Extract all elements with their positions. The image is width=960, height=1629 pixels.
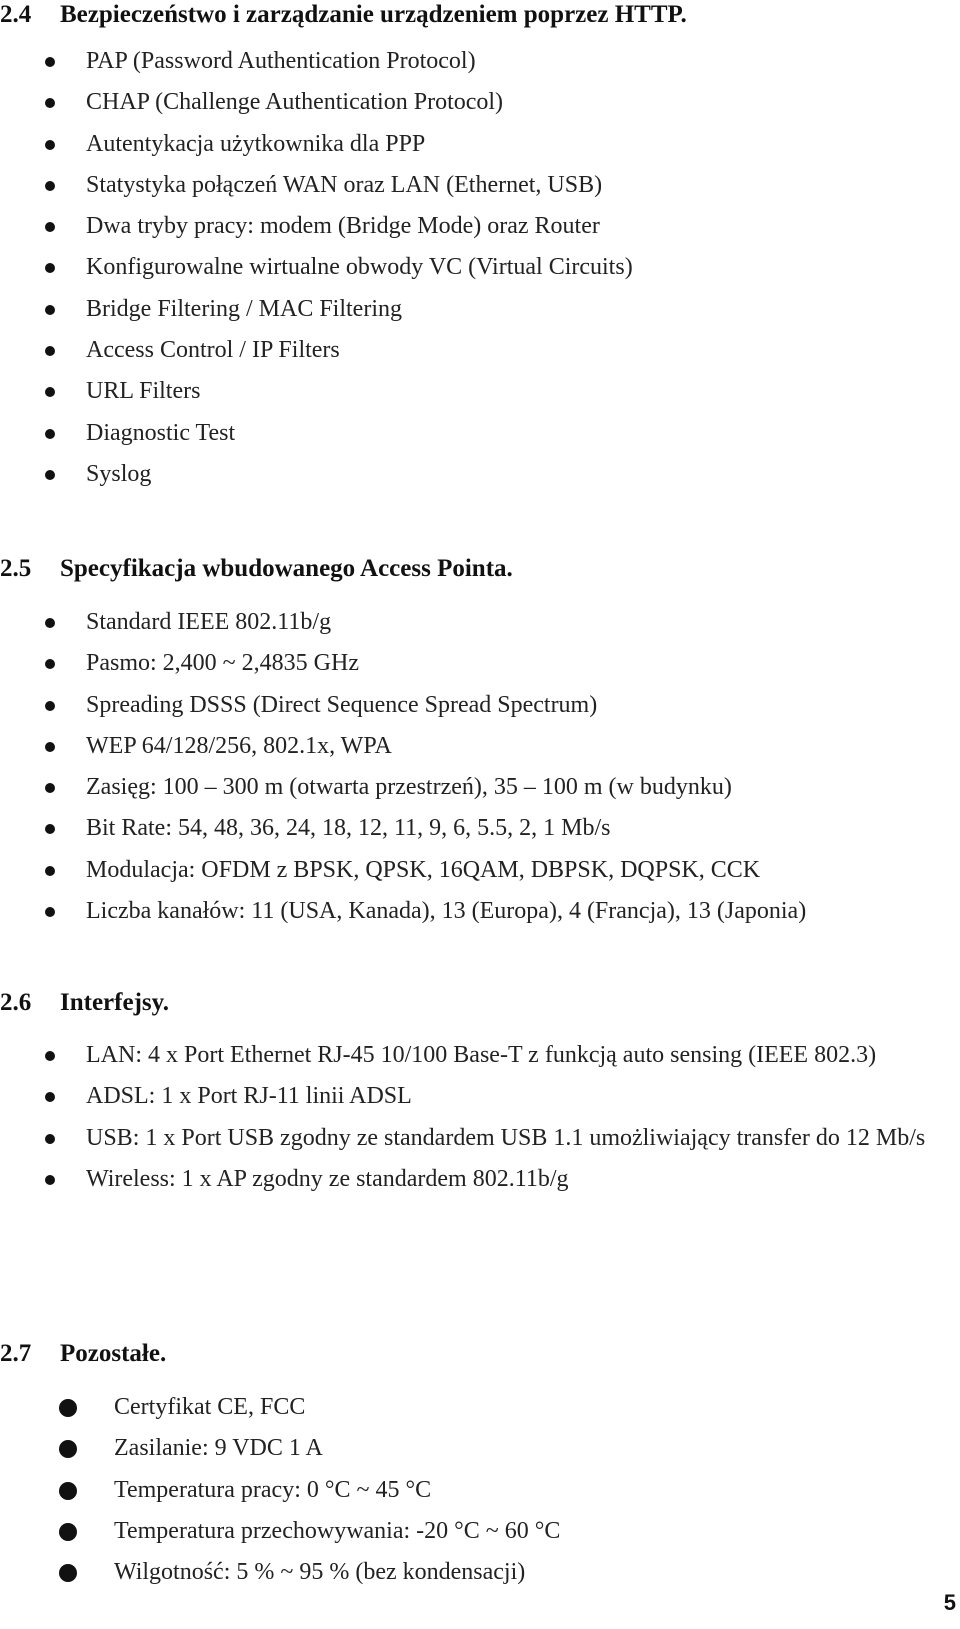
bullet-icon xyxy=(45,222,55,232)
bullet-icon xyxy=(45,429,55,439)
bullet-icon xyxy=(45,907,55,917)
bullet-icon xyxy=(45,140,55,150)
bullet-icon xyxy=(59,1564,77,1582)
bullet-icon xyxy=(45,387,55,397)
bullet-icon xyxy=(45,181,55,191)
list-item: Bridge Filtering / MAC Filtering xyxy=(0,289,633,330)
bullet-icon xyxy=(45,305,55,315)
list-item: URL Filters xyxy=(0,371,633,412)
list-item: Certyfikat CE, FCC xyxy=(0,1387,560,1428)
section-number: 2.4 xyxy=(0,1,32,28)
list-item: USB: 1 x Port USB zgodny ze standardem USB 1.1 umożliwiający transfer do 12 Mb/s xyxy=(0,1118,960,1159)
list-item: WEP 64/128/256, 802.1x, WPA xyxy=(0,726,806,767)
list-item: PAP (Password Authentication Protocol) xyxy=(0,41,633,82)
list-item: Liczba kanałów: 11 (USA, Kanada), 13 (Europa), 4 (Francja), 13 (Japonia) xyxy=(0,891,806,932)
bullet-icon xyxy=(45,742,55,752)
list-item: Statystyka połączeń WAN oraz LAN (Ethernet, USB) xyxy=(0,165,633,206)
bullet-icon xyxy=(45,701,55,711)
section-2-6-list xyxy=(0,1035,960,1200)
section-title: Pozostałe. xyxy=(60,1340,167,1367)
bullet-icon xyxy=(45,98,55,108)
bullet-icon xyxy=(45,1175,55,1185)
section-title: Bezpieczeństwo i zarządzanie urządzeniem poprzez HTTP. xyxy=(60,1,687,28)
bullet-icon xyxy=(45,1134,55,1144)
section-title: Interfejsy. xyxy=(60,989,169,1016)
bullet-icon xyxy=(45,1051,55,1061)
bullet-icon xyxy=(45,866,55,876)
bullet-icon xyxy=(59,1482,77,1500)
section-2-5-heading xyxy=(0,554,513,584)
list-item: Bit Rate: 54, 48, 36, 24, 18, 12, 11, 9, 6, 5.5, 2, 1 Mb/s xyxy=(0,808,806,849)
list-item: Pasmo: 2,400 ~ 2,4835 GHz xyxy=(0,643,806,684)
section-2-5-list xyxy=(0,602,806,932)
bullet-icon xyxy=(45,783,55,793)
bullet-icon xyxy=(59,1399,77,1417)
list-item: Zasilanie: 9 VDC 1 A xyxy=(0,1428,560,1469)
bullet-icon xyxy=(45,263,55,273)
bullet-icon xyxy=(45,57,55,67)
list-item: Wireless: 1 x AP zgodny ze standardem 802.11b/g xyxy=(0,1159,960,1200)
list-item: Modulacja: OFDM z BPSK, QPSK, 16QAM, DBPSK, DQPSK, CCK xyxy=(0,850,806,891)
section-number: 2.6 xyxy=(0,989,32,1016)
list-item: Wilgotność: 5 % ~ 95 % (bez kondensacji) xyxy=(0,1552,560,1593)
section-number: 2.7 xyxy=(0,1340,32,1367)
bullet-icon xyxy=(45,659,55,669)
page-number: 5 xyxy=(943,1590,956,1615)
list-item: Temperatura pracy: 0 °C ~ 45 °C xyxy=(0,1470,560,1511)
list-item: Dwa tryby pracy: modem (Bridge Mode) oraz Router xyxy=(0,206,633,247)
section-2-4-heading xyxy=(0,0,687,30)
bullet-icon xyxy=(45,470,55,480)
section-2-6-heading xyxy=(0,988,169,1018)
section-2-7-list xyxy=(0,1387,560,1593)
list-item: Diagnostic Test xyxy=(0,413,633,454)
section-2-4-list xyxy=(0,41,633,495)
bullet-icon xyxy=(45,618,55,628)
list-item: LAN: 4 x Port Ethernet RJ-45 10/100 Base-T z funkcją auto sensing (IEEE 802.3) xyxy=(0,1035,960,1076)
bullet-icon xyxy=(45,346,55,356)
list-item: Temperatura przechowywania: -20 °C ~ 60 °C xyxy=(0,1511,560,1552)
bullet-icon xyxy=(59,1523,77,1541)
bullet-icon xyxy=(45,824,55,834)
section-title: Specyfikacja wbudowanego Access Pointa. xyxy=(60,555,513,582)
list-item: Access Control / IP Filters xyxy=(0,330,633,371)
list-item: CHAP (Challenge Authentication Protocol) xyxy=(0,82,633,123)
section-number: 2.5 xyxy=(0,555,32,582)
list-item: Zasięg: 100 – 300 m (otwarta przestrzeń), 35 – 100 m (w budynku) xyxy=(0,767,806,808)
list-item: Standard IEEE 802.11b/g xyxy=(0,602,806,643)
bullet-icon xyxy=(59,1440,77,1458)
list-item: Autentykacja użytkownika dla PPP xyxy=(0,124,633,165)
list-item: ADSL: 1 x Port RJ-11 linii ADSL xyxy=(0,1076,960,1117)
bullet-icon xyxy=(45,1092,55,1102)
section-2-7-heading xyxy=(0,1339,166,1369)
list-item: Spreading DSSS (Direct Sequence Spread Spectrum) xyxy=(0,685,806,726)
list-item: Syslog xyxy=(0,454,633,495)
list-item: Konfigurowalne wirtualne obwody VC (Virtual Circuits) xyxy=(0,247,633,288)
